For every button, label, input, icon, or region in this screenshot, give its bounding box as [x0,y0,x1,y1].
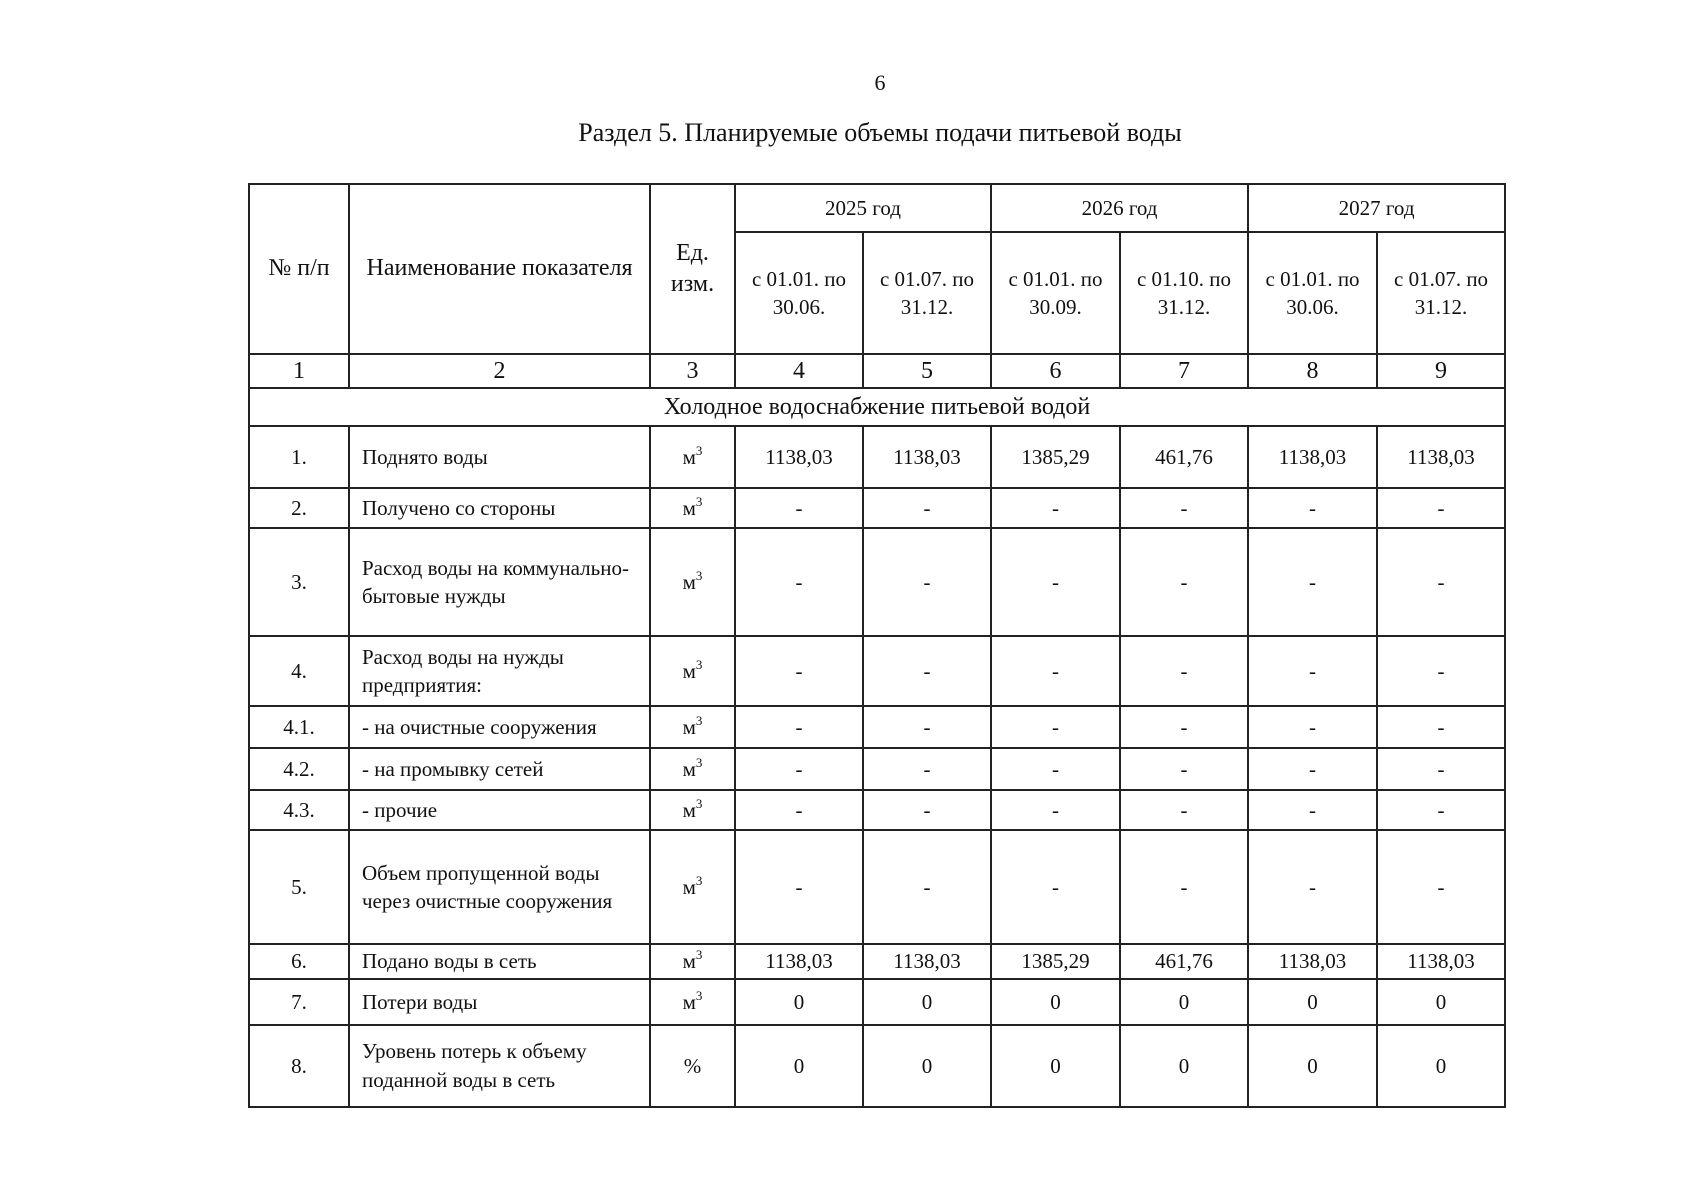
header-num: № п/п [249,184,349,354]
value-cell: - [991,636,1120,706]
water-volume-table [248,183,1506,1108]
unit-cell [650,426,735,488]
value-cell: - [863,488,991,528]
table-row [249,790,1505,830]
value-cell: - [1120,636,1248,706]
indicator-name: Подано воды в сеть [349,944,650,978]
value-cell: - [1120,790,1248,830]
unit-cell [650,528,735,636]
indicator-name: Поднято воды [349,426,650,488]
indicator-name: Уровень потерь к объему поданной воды в сеть [349,1025,650,1107]
value-cell: 0 [735,979,863,1025]
header-name: Наименование показателя [349,184,650,354]
column-number: 7 [1120,354,1248,388]
row-number: 7. [249,979,349,1025]
value-cell: 1385,29 [991,426,1120,488]
value-cell: - [863,748,991,790]
value-cell: - [1248,528,1377,636]
value-cell: - [991,748,1120,790]
table-row [249,426,1505,488]
value-cell: - [735,830,863,944]
value-cell: - [735,636,863,706]
value-cell: 0 [863,1025,991,1107]
column-number: 9 [1377,354,1505,388]
value-cell: - [991,528,1120,636]
column-number: 4 [735,354,863,388]
unit-cell [650,748,735,790]
unit-cell [650,488,735,528]
unit-base: % [683,1053,702,1078]
value-cell: - [991,790,1120,830]
value-cell: - [991,488,1120,528]
value-cell: 0 [991,979,1120,1025]
header-period: с 01.01. по 30.06. [735,232,863,354]
row-number: 8. [249,1025,349,1107]
value-cell: - [735,706,863,748]
unit-base: м [682,757,696,782]
unit-cell [650,706,735,748]
header-year-2026: 2026 год [991,184,1248,232]
value-cell: - [1120,706,1248,748]
value-cell: 0 [1377,1025,1505,1107]
column-number: 6 [991,354,1120,388]
value-cell: - [1120,528,1248,636]
unit-exponent: 3 [695,796,703,812]
row-number: 6. [249,944,349,978]
column-number: 1 [249,354,349,388]
value-cell: - [1120,488,1248,528]
column-number: 8 [1248,354,1377,388]
value-cell: - [1377,488,1505,528]
value-cell: - [1248,636,1377,706]
value-cell: - [1377,830,1505,944]
value-cell: - [863,528,991,636]
unit-cell [650,944,735,978]
value-cell: - [1248,488,1377,528]
indicator-name: - на очистные сооружения [349,706,650,748]
unit-cell [650,790,735,830]
value-cell: - [991,706,1120,748]
unit-cell [650,636,735,706]
unit-cell [650,979,735,1025]
value-cell: 0 [735,1025,863,1107]
row-number: 3. [249,528,349,636]
row-number: 4. [249,636,349,706]
section-title: Раздел 5. Планируемые объемы подачи питьевой воды [578,118,1182,147]
value-cell: - [1248,706,1377,748]
indicator-name: Потери воды [349,979,650,1025]
value-cell: - [1248,748,1377,790]
row-number: 1. [249,426,349,488]
indicator-name: Объем пропущенной воды через очистные сооружения [349,830,650,944]
unit-base: м [682,570,696,595]
value-cell: - [863,790,991,830]
indicator-name: Расход воды на нужды предприятия: [349,636,650,706]
unit-exponent: 3 [695,873,703,889]
column-numbers-row [249,354,1505,388]
header-period: с 01.01. по 30.06. [1248,232,1377,354]
table-row [249,979,1505,1025]
column-number: 5 [863,354,991,388]
value-cell: 1138,03 [1377,426,1505,488]
value-cell: - [1248,830,1377,944]
value-cell: 0 [863,979,991,1025]
indicator-name: Расход воды на коммунально-бытовые нужды [349,528,650,636]
unit-exponent: 3 [695,657,703,673]
value-cell: - [1120,830,1248,944]
table-row [249,488,1505,528]
row-number: 4.3. [249,790,349,830]
value-cell: 1138,03 [1248,944,1377,978]
value-cell: - [735,488,863,528]
value-cell: - [863,636,991,706]
value-cell: - [1377,528,1505,636]
table-row [249,944,1505,978]
indicator-name: - прочие [349,790,650,830]
column-number: 2 [349,354,650,388]
column-number: 3 [650,354,735,388]
unit-base: м [682,875,696,900]
header-period: с 01.07. по 31.12. [863,232,991,354]
value-cell: - [1248,790,1377,830]
value-cell: 0 [1120,1025,1248,1107]
value-cell: 461,76 [1120,426,1248,488]
header-period: с 01.07. по 31.12. [1377,232,1505,354]
table-row [249,1025,1505,1107]
value-cell: 461,76 [1120,944,1248,978]
value-cell: 1138,03 [863,426,991,488]
value-cell: 0 [991,1025,1120,1107]
value-cell: 1138,03 [735,426,863,488]
unit-base: м [682,715,696,740]
unit-base: м [682,989,696,1014]
unit-base: м [682,659,696,684]
value-cell: - [863,830,991,944]
unit-base: м [682,949,696,974]
value-cell: - [735,748,863,790]
value-cell: 0 [1120,979,1248,1025]
header-year-2025: 2025 год [735,184,991,232]
row-number: 4.2. [249,748,349,790]
value-cell: 1138,03 [1377,944,1505,978]
indicator-name: Получено со стороны [349,488,650,528]
unit-exponent: 3 [695,713,703,729]
indicator-name: - на промывку сетей [349,748,650,790]
table-row [249,528,1505,636]
table-row [249,748,1505,790]
value-cell: - [1377,636,1505,706]
value-cell: 0 [1377,979,1505,1025]
value-cell: 0 [1248,979,1377,1025]
value-cell: - [1377,790,1505,830]
unit-exponent: 3 [695,568,703,584]
section-heading: Холодное водоснабжение питьевой водой [249,388,1505,426]
header-period: с 01.10. по 31.12. [1120,232,1248,354]
table-row [249,830,1505,944]
unit-exponent: 3 [695,755,703,771]
unit-exponent: 3 [695,494,703,510]
value-cell: 1138,03 [1248,426,1377,488]
unit-exponent: 3 [695,443,703,459]
header-unit: Ед. изм. [650,184,735,354]
row-number: 2. [249,488,349,528]
value-cell: 1138,03 [863,944,991,978]
value-cell: - [735,790,863,830]
unit-exponent: 3 [695,947,703,963]
value-cell: 0 [1248,1025,1377,1107]
value-cell: - [1377,706,1505,748]
unit-exponent: 3 [695,987,703,1003]
value-cell: - [863,706,991,748]
table-row [249,636,1505,706]
value-cell: - [1377,748,1505,790]
unit-base: м [682,496,696,521]
value-cell: - [991,830,1120,944]
row-number: 5. [249,830,349,944]
unit-cell [650,830,735,944]
value-cell: 1138,03 [735,944,863,978]
page-number: 6 [874,70,886,95]
header-year-2027: 2027 год [1248,184,1505,232]
table-row [249,706,1505,748]
unit-base: м [682,445,696,470]
value-cell: - [735,528,863,636]
unit-cell [650,1025,735,1107]
unit-base: м [682,798,696,823]
value-cell: 1385,29 [991,944,1120,978]
header-period: с 01.01. по 30.09. [991,232,1120,354]
value-cell: - [1120,748,1248,790]
row-number: 4.1. [249,706,349,748]
